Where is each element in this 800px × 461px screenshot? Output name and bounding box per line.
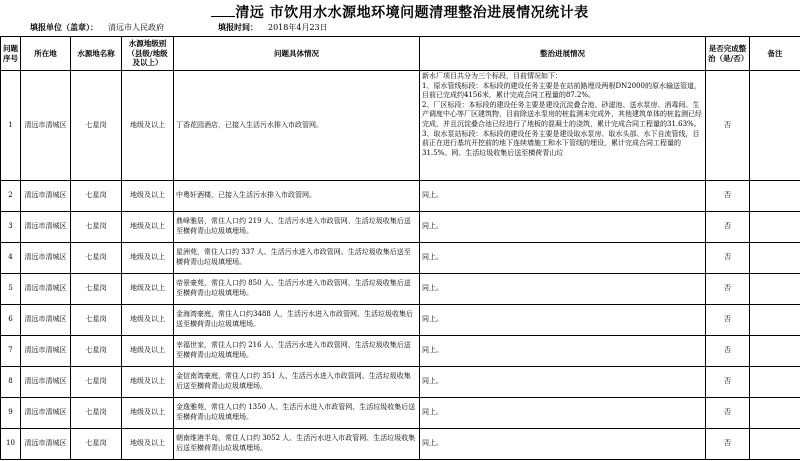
cell-remark <box>750 429 800 460</box>
cell-done: 否 <box>706 243 750 274</box>
col-header-level: 水源地级别（县级/地级及以上） <box>122 37 174 71</box>
col-header-no: 问题序号 <box>1 37 21 71</box>
cell-location: 清远市清城区 <box>21 243 71 274</box>
cell-location: 清远市清城区 <box>21 71 71 181</box>
cell-remark <box>750 181 800 212</box>
table-row <box>1 181 800 212</box>
cell-level: 地级及以上 <box>122 71 174 181</box>
table-row <box>1 398 800 429</box>
cell-source: 七星岗 <box>71 274 122 305</box>
cell-no: 2 <box>1 181 21 212</box>
cell-done: 否 <box>706 71 750 181</box>
cell-no: 4 <box>1 243 21 274</box>
cell-no: 8 <box>1 367 21 398</box>
cell-source: 七星岗 <box>71 181 122 212</box>
cell-level: 地级及以上 <box>122 212 174 243</box>
col-header-source: 水源地名称 <box>71 37 122 71</box>
cell-location: 清远市清城区 <box>21 367 71 398</box>
cell-location: 清远市清城区 <box>21 274 71 305</box>
cell-location: 清远市清城区 <box>21 181 71 212</box>
cell-progress: 同上。 <box>420 367 706 398</box>
cell-done: 否 <box>706 336 750 367</box>
cell-progress: 同上。 <box>420 429 706 460</box>
cell-progress: 同上。 <box>420 398 706 429</box>
progress-line: 1、原水管线标段：本标段的建设任务主要是在站前路埋设两根DN2000的原水输送管道，目前已完成约4156米，累计完成合同工程量的87.2%。 <box>422 81 702 100</box>
cell-source: 七星岗 <box>71 336 122 367</box>
cell-no: 7 <box>1 336 21 367</box>
cell-location: 清远市清城区 <box>21 212 71 243</box>
reporting-date <box>218 22 328 33</box>
cell-progress: 同上。 <box>420 336 706 367</box>
cell-problem: 帝景豪苑，常住人口约 850 人、生活污水进入市政管网、生活垃圾收集后送至横荷青山垃圾填埋场。 <box>174 274 420 305</box>
cell-level: 地级及以上 <box>122 181 174 212</box>
cell-problem: 朝南维港半岛，常住人口约 3052 人、生活污水进入市政管网、生活垃圾收集后送至横荷青山垃圾填埋场。 <box>174 429 420 460</box>
table-row <box>1 429 800 460</box>
reporting-unit <box>30 22 164 33</box>
cell-problem: 中粤轩酒楼，已接入生活污水排入市政管网。 <box>174 181 420 212</box>
cell-source: 七星岗 <box>71 71 122 181</box>
cell-remark <box>750 398 800 429</box>
date-label: 填报时间： <box>218 22 258 32</box>
cell-location: 清远市清城区 <box>21 429 71 460</box>
table-row <box>1 274 800 305</box>
cell-done: 否 <box>706 367 750 398</box>
table-row <box>1 243 800 274</box>
cell-location: 清远市清城区 <box>21 336 71 367</box>
cell-done: 否 <box>706 181 750 212</box>
cell-location: 清远市清城区 <box>21 398 71 429</box>
cell-no: 3 <box>1 212 21 243</box>
col-header-remark: 备注 <box>750 37 800 71</box>
table-row <box>1 212 800 243</box>
col-header-progress: 整治进展情况 <box>420 37 706 71</box>
cell-problem: 幸福世家，常住人口约 216 人、生活污水进入市政管网、生活垃圾收集后送至横荷青山垃圾填埋场。 <box>174 336 420 367</box>
cell-progress <box>420 71 706 181</box>
cell-no: 5 <box>1 274 21 305</box>
cell-level: 地级及以上 <box>122 336 174 367</box>
cell-no: 6 <box>1 305 21 336</box>
cell-level: 地级及以上 <box>122 243 174 274</box>
page-title <box>0 2 800 22</box>
cell-remark <box>750 336 800 367</box>
progress-line: 2、厂区标段：本标段的建设任务主要是建设沉淀叠合池、砂滤池、送水泵房、消毒间、生产调度中心等厂区建筑物，目前除送水泵房的桩监测未完成外，其他建筑单体的桩监测已经完成，并且沉淀叠合池已经进行了地板的混凝土的浇筑，累计完成合同工程量的31.63%。 <box>422 100 702 128</box>
cell-source: 七星岗 <box>71 429 122 460</box>
cell-done: 否 <box>706 274 750 305</box>
table-row <box>1 305 800 336</box>
title-blank <box>211 16 235 17</box>
col-header-done: 是否完成整治（是/否） <box>706 37 750 71</box>
cell-source: 七星岗 <box>71 367 122 398</box>
unit-label: 填报单位（盖章）： <box>30 22 98 32</box>
cell-no: 9 <box>1 398 21 429</box>
cell-remark <box>750 305 800 336</box>
cell-level: 地级及以上 <box>122 367 174 398</box>
cell-problem: 星洲苑，常住人口约 337 人、生活污水进入市政管网、生活垃圾收集后送至横荷青山垃圾填埋场。 <box>174 243 420 274</box>
cell-remark <box>750 243 800 274</box>
table-row <box>1 336 800 367</box>
table-row <box>1 71 800 181</box>
cell-problem: 金逸雅苑，常住人口约 1350 人、生活污水进入市政管网、生活垃圾收集后送至横荷青山垃圾填埋场。 <box>174 398 420 429</box>
cell-remark <box>750 71 800 181</box>
progress-table <box>0 36 800 460</box>
cell-level: 地级及以上 <box>122 398 174 429</box>
date-value: 2018年4月23日 <box>268 23 328 32</box>
cell-done: 否 <box>706 398 750 429</box>
col-header-location: 所在地 <box>21 37 71 71</box>
cell-no: 1 <box>1 71 21 181</box>
cell-no: 10 <box>1 429 21 460</box>
cell-remark <box>750 367 800 398</box>
title-text: 清远 市饮用水水源地环境问题清理整治进展情况统计表 <box>235 5 589 21</box>
cell-problem: 鼎峰雅居，常住人口约 219 人、生活污水进入市政管网、生活垃圾收集后送至横荷青山垃圾填埋场。 <box>174 212 420 243</box>
cell-problem: 金海湾豪庭，常住人口约3488 人，生活污水进入市政管网、生活垃圾收集后送至横荷青山垃圾填埋场。 <box>174 305 420 336</box>
cell-level: 地级及以上 <box>122 305 174 336</box>
col-header-problem: 问题具体情况 <box>174 37 420 71</box>
progress-line: 新水厂项目共分为三个标段，目前情况如下： <box>422 72 562 80</box>
cell-remark <box>750 212 800 243</box>
cell-source: 七星岗 <box>71 305 122 336</box>
cell-progress: 同上。 <box>420 181 706 212</box>
cell-problem: 丁香花园酒店，已接入生活污水排入市政管网。 <box>174 71 420 181</box>
cell-progress: 同上。 <box>420 305 706 336</box>
progress-line: 3、取水泵站标段：本标段的建设任务主要是建设取水泵房、取水头部、水下自流管线，目前正在进行基坑开挖前的地下连续墙施工和水下管线的埋设，累计完成合同工程量的31.5%。网、生活垃圾收集后送至横荷青山垃 <box>422 129 700 157</box>
cell-problem: 金信南湾豪庭，常住人口约 351 人、生活污水进入市政管网、生活垃圾收集后送至横荷青山垃圾填埋场。 <box>174 367 420 398</box>
cell-done: 否 <box>706 429 750 460</box>
cell-remark <box>750 274 800 305</box>
cell-level: 地级及以上 <box>122 274 174 305</box>
cell-source: 七星岗 <box>71 398 122 429</box>
cell-location: 清远市清城区 <box>21 305 71 336</box>
cell-progress: 同上。 <box>420 212 706 243</box>
cell-source: 七星岗 <box>71 212 122 243</box>
cell-progress: 同上。 <box>420 274 706 305</box>
table-row <box>1 367 800 398</box>
cell-done: 否 <box>706 212 750 243</box>
cell-source: 七星岗 <box>71 243 122 274</box>
cell-level: 地级及以上 <box>122 429 174 460</box>
cell-done: 否 <box>706 305 750 336</box>
cell-progress: 同上。 <box>420 243 706 274</box>
table-header-row <box>1 37 800 71</box>
unit-value: 清远市人民政府 <box>108 23 164 32</box>
